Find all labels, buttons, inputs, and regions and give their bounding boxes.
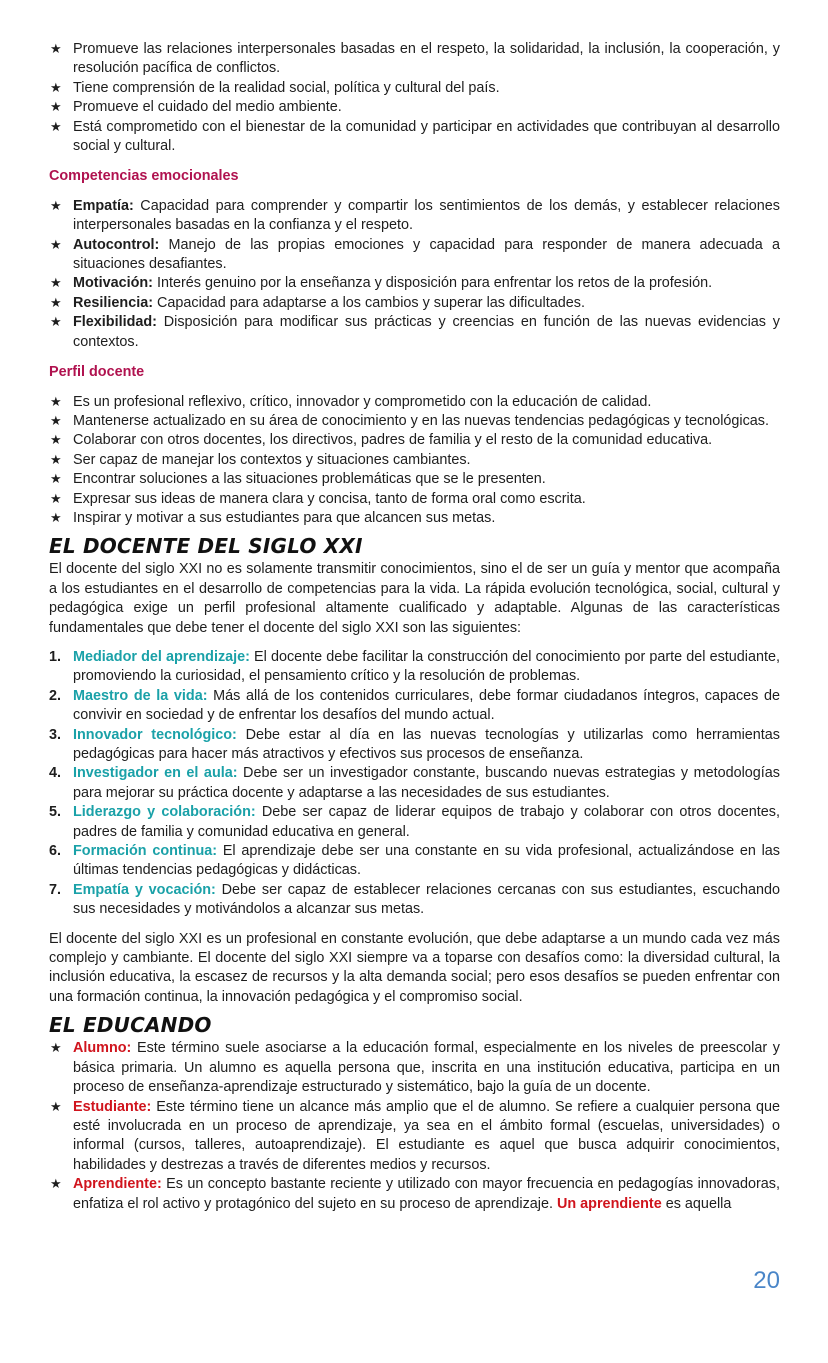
list-item: ★ Colaborar con otros docentes, los directivos, padres de familia y el resto de la comunidad educativa. [49,431,780,450]
term: Investigador en el aula: [73,765,238,782]
list-item: ★ Ser capaz de manejar los contextos y situaciones cambiantes. [49,451,780,470]
item-number: 5. [49,804,62,821]
star-bullet-icon: ★ [50,119,62,135]
list-item: 3. Innovador tecnológico: Debe estar al día en las nuevas tecnologías y utilizarlas como herramientas pedagógicas para hacer más atractivos y efectivos sus procesos de enseñanza. [49,726,780,762]
list-item: ★ Estudiante: Este término tiene un alcance más amplio que el de alumno. Se refiere a cualquier persona que esté involucrada en un proceso de aprendizaje, ya sea en el ámbito formal (escuelas, universidades) o informal (cursos, talleres, autoaprendizaje). El estudiante es aquel que busca adquirir conocimientos, habilidades y destrezas a través de diferentes medios y recursos. [50,1098,780,1173]
emotional-competencies-list [49,197,780,352]
list-item: ★ Flexibilidad: Disposición para modificar sus prácticas y creencias en función de las nuevas evidencias y contextos. [50,314,780,350]
star-bullet-icon: ★ [50,198,62,214]
docente-intro-paragraph: El docente del siglo XXI no es solamente transmitir conocimientos, sino el de ser un guía y mentor que acompaña a los estudiantes en el desarrollo de competencias para la vida. La rápida evolución tecnológica, social, cultural y pedagógica exige un perfil profesional altamente cualificado y adaptable. Algunas de las características fundamentales que debe tener el docente del siglo XXI son las siguientes: [49,561,780,636]
term: Formación continua: [73,843,218,860]
list-item: 7. Empatía y vocación: Debe ser capaz de establecer relaciones cercanas con sus estudiantes, escuchando sus necesidades y motivándolos a alcanzar sus metas. [49,881,780,918]
term: Aprendiente: [73,1176,162,1193]
document-page [49,40,780,1214]
term: Estudiante: [73,1098,152,1115]
list-item: ★ Promueve las relaciones interpersonales basadas en el respeto, la solidaridad, la inclusión, la cooperación, y resolución pacífica de conflictos. [50,41,780,77]
star-bullet-icon: ★ [50,394,62,410]
list-item: ★ Alumno: Este término suele asociarse a la educación formal, especialmente en los niveles de preescolar y básica primaria. Un alumno es aquella persona que, inscrita en una institución educativa, participa en un proceso de enseñanza-aprendizaje estructurado y sistemático, bajo la guía de un docente. [50,1040,780,1096]
star-bullet-icon: ★ [50,1177,62,1193]
star-bullet-icon: ★ [50,237,62,253]
list-item: ★ Expresar sus ideas de manera clara y concisa, tanto de forma oral como escrita. [49,490,780,509]
list-item: ★ Resiliencia: Capacidad para adaptarse a los cambios y superar las dificultades. [49,294,780,313]
highlight-term: Un aprendiente [556,1195,662,1212]
list-item: ★ Promueve el cuidado del medio ambiente. [49,98,780,117]
page-number: 20 [753,1267,780,1294]
intro-list [49,40,780,156]
list-item: ★ Empatía: Capacidad para comprender y compartir los sentimientos de los demás, y establecer relaciones interpersonales basadas en la confianza y el respeto. [50,197,780,234]
docente-characteristics-list [49,648,780,920]
item-number: 6. [49,843,62,860]
list-item: 6. Formación continua: El aprendizaje debe ser una constante en su vida profesional, actualizándose en las últimas tendencias pedagógicas y didácticas. [49,843,780,879]
list-item: ★ Aprendiente: Es un concepto bastante reciente y utilizado con mayor frecuencia en pedagogías innovadoras, enfatiza el rol activo y protagónico del sujeto en su proceso de aprendizaje. Un aprendiente es aquella [50,1176,780,1212]
star-bullet-icon: ★ [50,100,62,116]
list-item: ★ Motivación: Interés genuino por la enseñanza y disposición para enfrentar los retos de la profesión. [49,274,780,293]
star-bullet-icon: ★ [50,491,62,507]
list-item: ★ Mantenerse actualizado en su área de conocimiento y en las nuevas tendencias pedagógicas y tecnológicas. [49,412,780,431]
term: Empatía: [73,197,134,214]
list-item: ★ Autocontrol: Manejo de las propias emociones y capacidad para responder de manera adecuada a situaciones desafiantes. [50,236,780,273]
star-bullet-icon: ★ [50,315,62,331]
list-item: 2. Maestro de la vida: Más allá de los contenidos curriculares, debe formar ciudadanos íntegros, capaces de convivir en sociedad y de enfrentar los desafíos del mundo actual. [49,687,780,724]
term: Empatía y vocación: [73,881,216,898]
star-bullet-icon: ★ [50,42,62,57]
educando-list [49,1039,780,1214]
term: Liderazgo y colaboración: [73,804,256,821]
term: Autocontrol: [73,236,160,253]
term: Maestro de la vida: [73,687,208,704]
term: Resiliencia: [73,294,153,311]
teacher-profile-heading: Perfil docente [49,364,145,381]
list-item: 1. Mediador del aprendizaje: El docente debe facilitar la construcción del conocimiento por parte del estudiante, promoviendo la curiosidad, el pensamiento crítico y la resolución de problemas. [49,648,780,685]
list-item: 5. Liderazgo y colaboración: Debe ser capaz de liderar equipos de trabajo y colaborar con otros docentes, padres de familia y comunidad educativa en general. [49,804,780,840]
list-item: ★ Es un profesional reflexivo, crítico, innovador y comprometido con la educación de calidad. [49,393,780,412]
teacher-profile-list [49,393,780,529]
star-bullet-icon: ★ [50,510,62,526]
star-bullet-icon: ★ [50,1099,62,1115]
term: Alumno: [73,1040,132,1057]
list-item: ★ Encontrar soluciones a las situaciones problemáticas que se le presenten. [49,470,780,489]
item-number: 4. [49,765,62,782]
emotional-competencies-heading: Competencias emocionales [49,168,239,185]
docente-closing-paragraph: El docente del siglo XXI es un profesional en constante evolución, que debe adaptarse a un mundo cada vez más complejo y cambiante. El docente del siglo XXI siempre va a toparse con desafíos como: la diversidad cultural, la inclusión educativa, la escasez de recursos y la alta demanda social; pero esos desafíos se pueden enfrentar con una formación continua, la innovación pedagógica y el compromiso social. [49,930,780,1005]
list-item: ★ Tiene comprensión de la realidad social, política y cultural del país. [49,79,780,98]
term: Innovador tecnológico: [73,726,237,743]
item-number: 1. [49,648,62,665]
star-bullet-icon: ★ [50,276,62,292]
item-number: 2. [49,687,62,704]
section-title-docente-siglo-xxi: EL DOCENTE DEL SIGLO XXI [49,534,363,559]
star-bullet-icon: ★ [50,1041,62,1057]
term: Flexibilidad: [73,314,157,331]
star-bullet-icon: ★ [50,452,62,468]
term: Mediador del aprendizaje: [73,648,250,665]
star-bullet-icon: ★ [50,472,62,488]
star-bullet-icon: ★ [50,295,62,311]
star-bullet-icon: ★ [50,413,62,429]
list-item: 4. Investigador en el aula: Debe ser un investigador constante, buscando nuevas estrategias y metodologías para mejorar su práctica docente y adaptarse a las necesidades de sus estudiantes. [49,765,780,801]
list-item: ★ Inspirar y motivar a sus estudiantes para que alcancen sus metas. [49,509,780,528]
item-number: 7. [49,881,62,898]
section-title-educando: EL EDUCANDO [49,1013,212,1038]
list-item: ★ Está comprometido con el bienestar de la comunidad y participar en actividades que contribuyan al desarrollo social y cultural. [50,118,780,155]
term: Motivación: [73,275,153,292]
star-bullet-icon: ★ [50,433,62,449]
star-bullet-icon: ★ [50,80,62,96]
spacer [49,920,780,930]
item-number: 3. [49,726,62,743]
